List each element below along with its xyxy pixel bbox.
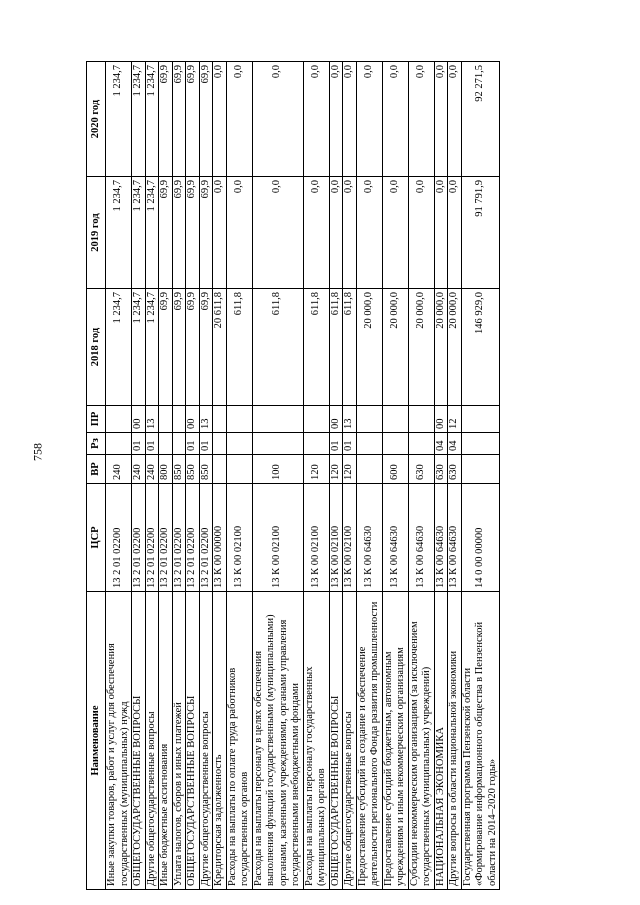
cell-2020: 69,9: [159, 62, 173, 177]
cell-2019: 0,0: [303, 177, 329, 289]
cell-vr: [226, 455, 252, 484]
cell-2020: 69,9: [199, 62, 213, 177]
cell-vr: 120: [303, 455, 329, 484]
cell-pr: [382, 406, 408, 433]
cell-2019: 0,0: [226, 177, 252, 289]
cell-vr: 630: [408, 455, 434, 484]
table-row: [356, 62, 382, 890]
cell-2020: 1 234,7: [132, 62, 146, 177]
cell-2020: 0,0: [213, 62, 227, 177]
cell-csr: 13 2 01 02200: [199, 484, 213, 592]
cell-2019: 91 791,9: [461, 177, 500, 289]
cell-rz: [252, 433, 303, 455]
table-row: [329, 62, 343, 890]
cell-2018: 611,8: [226, 289, 252, 406]
header-rz: Рз: [87, 433, 106, 455]
cell-pr: [461, 406, 500, 433]
cell-name: Другие общегосударственные вопросы: [145, 592, 159, 890]
cell-csr: 13 2 01 02200: [172, 484, 186, 592]
cell-2018: 69,9: [159, 289, 173, 406]
header-name: Наименование: [87, 592, 106, 890]
table-row: [213, 62, 227, 890]
cell-name: НАЦИОНАЛЬНАЯ ЭКОНОМИКА: [434, 592, 448, 890]
cell-name: ОБЩЕГОСУДАРСТВЕННЫЕ ВОПРОСЫ: [329, 592, 343, 890]
cell-pr: [226, 406, 252, 433]
header-pr: ПР: [87, 406, 106, 433]
cell-name: ОБЩЕГОСУДАРСТВЕННЫЕ ВОПРОСЫ: [186, 592, 200, 890]
cell-pr: 12: [448, 406, 462, 433]
cell-2018: 20 000,0: [408, 289, 434, 406]
cell-2018: 611,8: [252, 289, 303, 406]
cell-rz: [461, 433, 500, 455]
cell-2018: 69,9: [199, 289, 213, 406]
cell-rz: 01: [132, 433, 146, 455]
cell-2020: 0,0: [382, 62, 408, 177]
cell-csr: 13 2 01 02200: [106, 484, 132, 592]
cell-name: ОБЩЕГОСУДАРСТВЕННЫЕ ВОПРОСЫ: [132, 592, 146, 890]
cell-2020: 0,0: [303, 62, 329, 177]
cell-pr: 00: [329, 406, 343, 433]
cell-rz: 01: [199, 433, 213, 455]
cell-2019: 69,9: [199, 177, 213, 289]
cell-2018: 20 000,0: [382, 289, 408, 406]
cell-vr: 240: [145, 455, 159, 484]
table-row: [461, 62, 500, 890]
cell-vr: 240: [132, 455, 146, 484]
cell-pr: [408, 406, 434, 433]
cell-2018: 611,8: [329, 289, 343, 406]
cell-pr: [213, 406, 227, 433]
cell-2019: 0,0: [434, 177, 448, 289]
cell-rz: [106, 433, 132, 455]
cell-csr: 13 2 01 02200: [186, 484, 200, 592]
cell-2020: 0,0: [343, 62, 357, 177]
cell-2018: 1 234,7: [132, 289, 146, 406]
table-row: [186, 62, 200, 890]
cell-csr: 13 К 00 00000: [213, 484, 227, 592]
cell-vr: 100: [252, 455, 303, 484]
cell-2019: 0,0: [382, 177, 408, 289]
table-row: [434, 62, 448, 890]
cell-rz: 04: [448, 433, 462, 455]
cell-pr: [106, 406, 132, 433]
cell-pr: [303, 406, 329, 433]
cell-rz: [213, 433, 227, 455]
cell-2018: 146 929,0: [461, 289, 500, 406]
cell-2020: 0,0: [356, 62, 382, 177]
cell-2018: 20 000,0: [356, 289, 382, 406]
budget-table: [86, 61, 500, 890]
cell-vr: 240: [106, 455, 132, 484]
cell-2019: 0,0: [329, 177, 343, 289]
cell-2018: 20 000,0: [448, 289, 462, 406]
cell-2019: 0,0: [343, 177, 357, 289]
table-row: [408, 62, 434, 890]
cell-rz: [303, 433, 329, 455]
header-2020: 2020 год: [87, 62, 106, 177]
cell-vr: [213, 455, 227, 484]
cell-name: Субсидии некоммерческим организациям (за исключением государственных (муниципальных) учреждений): [408, 592, 434, 890]
cell-2020: 0,0: [329, 62, 343, 177]
cell-2018: 69,9: [172, 289, 186, 406]
table-row: [252, 62, 303, 890]
table-row: [159, 62, 173, 890]
cell-csr: 13 К 00 02100: [329, 484, 343, 592]
cell-vr: 120: [343, 455, 357, 484]
header-2019: 2019 год: [87, 177, 106, 289]
cell-rz: 01: [343, 433, 357, 455]
cell-vr: 630: [434, 455, 448, 484]
cell-2019: 0,0: [408, 177, 434, 289]
cell-2020: 92 271,5: [461, 62, 500, 177]
table-row: [132, 62, 146, 890]
cell-pr: [172, 406, 186, 433]
cell-csr: 13 К 00 64630: [382, 484, 408, 592]
cell-2020: 0,0: [448, 62, 462, 177]
cell-2019: 1 234,7: [106, 177, 132, 289]
cell-name: Расходы на выплаты персоналу государственных (муниципальных) органов: [303, 592, 329, 890]
cell-rz: [408, 433, 434, 455]
cell-name: Государственная программа Пензенской области «Формирование информационного общества в Пензенской области на 2014–2020 годы»: [461, 592, 500, 890]
cell-csr: 13 К 00 02100: [226, 484, 252, 592]
cell-rz: [172, 433, 186, 455]
cell-vr: 630: [448, 455, 462, 484]
cell-vr: 600: [382, 455, 408, 484]
cell-rz: [226, 433, 252, 455]
cell-pr: 00: [434, 406, 448, 433]
cell-2020: 0,0: [252, 62, 303, 177]
cell-vr: [461, 455, 500, 484]
cell-2019: 0,0: [448, 177, 462, 289]
cell-pr: 13: [199, 406, 213, 433]
cell-csr: 13 К 00 64630: [408, 484, 434, 592]
cell-2018: 1 234,7: [106, 289, 132, 406]
cell-2018: 20 611,8: [213, 289, 227, 406]
table-row: [382, 62, 408, 890]
cell-2019: 0,0: [213, 177, 227, 289]
cell-2018: 611,8: [303, 289, 329, 406]
cell-2019: 69,9: [159, 177, 173, 289]
cell-csr: 13 2 01 02200: [132, 484, 146, 592]
cell-2020: 69,9: [186, 62, 200, 177]
cell-name: Предоставление субсидий на создание и обеспечение деятельности регионального Фонда развития промышленности: [356, 592, 382, 890]
cell-2020: 1 234,7: [145, 62, 159, 177]
cell-pr: 13: [145, 406, 159, 433]
cell-name: Предоставление субсидий бюджетным, автономным учреждениям и иным некоммерческим организациям: [382, 592, 408, 890]
cell-csr: 13 2 01 02200: [145, 484, 159, 592]
cell-name: Другие общегосударственные вопросы: [199, 592, 213, 890]
cell-vr: [356, 455, 382, 484]
cell-vr: 850: [186, 455, 200, 484]
cell-2019: 0,0: [252, 177, 303, 289]
cell-2020: 0,0: [434, 62, 448, 177]
cell-name: Иные бюджетные ассигнования: [159, 592, 173, 890]
cell-rz: 01: [329, 433, 343, 455]
cell-vr: 120: [329, 455, 343, 484]
cell-csr: 13 К 00 64630: [434, 484, 448, 592]
cell-name: Другие вопросы в области национальной экономики: [448, 592, 462, 890]
cell-name: Другие общегосударственные вопросы: [343, 592, 357, 890]
cell-pr: [252, 406, 303, 433]
cell-2019: 69,9: [186, 177, 200, 289]
cell-vr: 850: [172, 455, 186, 484]
cell-csr: 13 К 00 64630: [356, 484, 382, 592]
table-row: [343, 62, 357, 890]
cell-2018: 611,8: [343, 289, 357, 406]
cell-2020: 1 234,7: [106, 62, 132, 177]
cell-vr: 850: [199, 455, 213, 484]
table-row: [172, 62, 186, 890]
cell-csr: 13 2 01 02200: [159, 484, 173, 592]
table-body: [106, 62, 500, 890]
cell-rz: [159, 433, 173, 455]
cell-pr: [159, 406, 173, 433]
cell-2019: 69,9: [172, 177, 186, 289]
cell-2019: 1 234,7: [145, 177, 159, 289]
table-header-row: [87, 62, 106, 890]
header-2018: 2018 год: [87, 289, 106, 406]
cell-csr: 13 К 00 02100: [303, 484, 329, 592]
cell-rz: 01: [145, 433, 159, 455]
cell-2020: 0,0: [408, 62, 434, 177]
cell-csr: 14 0 00 00000: [461, 484, 500, 592]
cell-name: Расходы на выплаты по оплате труда работников государственных органов: [226, 592, 252, 890]
header-csr: ЦСР: [87, 484, 106, 592]
cell-name: Уплата налогов, сборов и иных платежей: [172, 592, 186, 890]
table-row: [199, 62, 213, 890]
cell-rz: [382, 433, 408, 455]
table-row: [145, 62, 159, 890]
cell-vr: 800: [159, 455, 173, 484]
cell-2019: 0,0: [356, 177, 382, 289]
cell-2018: 69,9: [186, 289, 200, 406]
cell-2019: 1 234,7: [132, 177, 146, 289]
table-row: [106, 62, 132, 890]
cell-csr: 13 К 00 02100: [252, 484, 303, 592]
page-number: 758: [30, 443, 45, 461]
cell-name: Кредиторская задолженность: [213, 592, 227, 890]
cell-2018: 1 234,7: [145, 289, 159, 406]
table-row: [448, 62, 462, 890]
table-row: [226, 62, 252, 890]
cell-pr: [356, 406, 382, 433]
cell-pr: 00: [132, 406, 146, 433]
cell-csr: 13 К 00 02100: [343, 484, 357, 592]
rotated-table-container: [86, 62, 604, 890]
cell-name: Расходы на выплаты персоналу в целях обеспечения выполнения функций государственными (муниципальными) органами, казенными учреждениями, органами управления государственными внебюджетными фондами: [252, 592, 303, 890]
cell-name: Иные закупки товаров, работ и услуг для обеспечения государственных (муниципальных) нужд: [106, 592, 132, 890]
cell-rz: 04: [434, 433, 448, 455]
cell-2020: 0,0: [226, 62, 252, 177]
cell-2018: 20 000,0: [434, 289, 448, 406]
cell-rz: 01: [186, 433, 200, 455]
header-vr: ВР: [87, 455, 106, 484]
cell-csr: 13 К 00 64630: [448, 484, 462, 592]
cell-rz: [356, 433, 382, 455]
cell-2020: 69,9: [172, 62, 186, 177]
cell-pr: 13: [343, 406, 357, 433]
cell-pr: 00: [186, 406, 200, 433]
table-row: [303, 62, 329, 890]
